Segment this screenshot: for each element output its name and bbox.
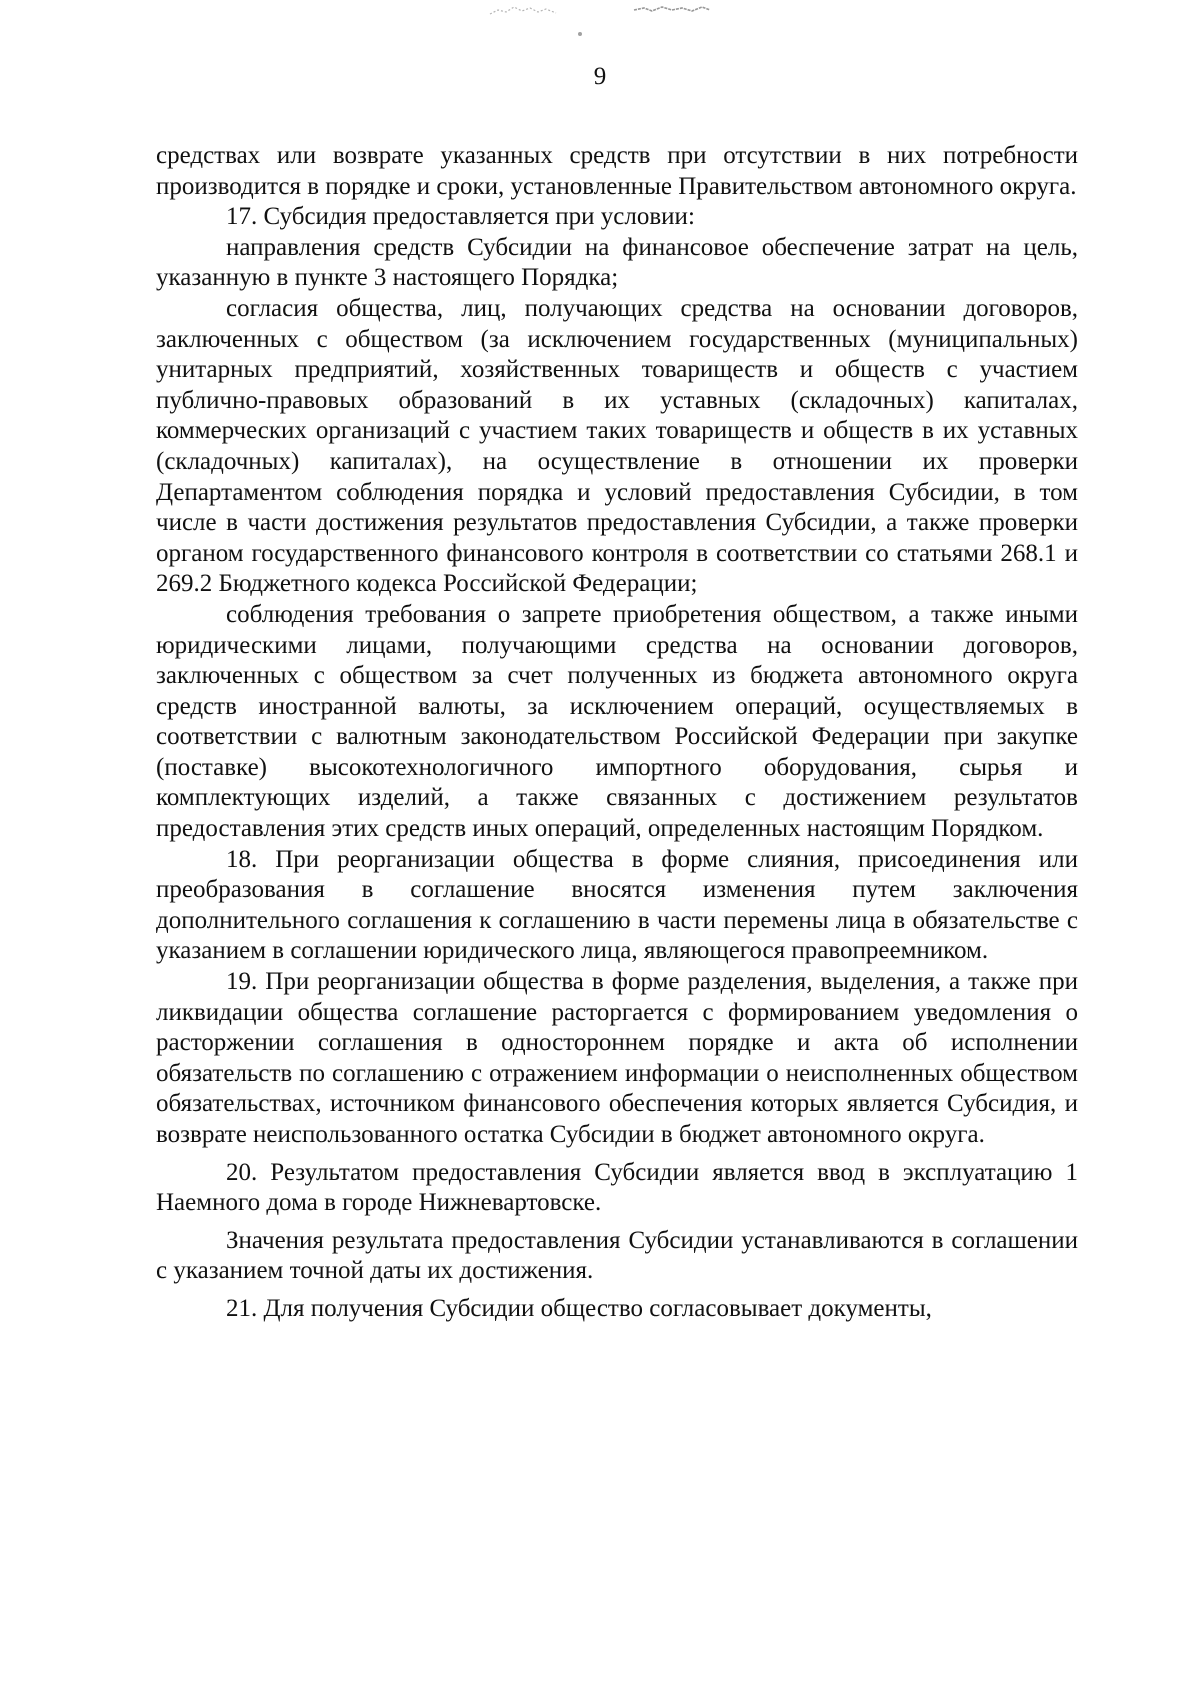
paragraph: 20. Результатом предоставления Субсидии является ввод в эксплуатацию 1 Наемного дома в городе Нижневартовске. xyxy=(156,1158,1078,1217)
page-number: 9 xyxy=(593,63,607,90)
paragraph: 18. При реорганизации общества в форме слияния, присоединения или преобразования в соглашение вносятся изменения путем заключения дополнительного соглашения к соглашению в части перемены лица в обязательстве с указанием в соглашении юридического лица, являющегося правопреемником. xyxy=(156,845,1078,965)
scan-artifact-mark xyxy=(632,4,712,16)
paragraph: 17. Субсидия предоставляется при условии: xyxy=(226,203,695,231)
paragraph: 21. Для получения Субсидии общество согласовывает документы, xyxy=(226,1294,932,1322)
paragraph: соблюдения требования о запрете приобретения обществом, а также иными юридическими лицами, получающими средства на основании договоров, заключенных с обществом за счет полученных из бюджета автономного округа средств иностранной валюты, за исключением операций, осуществляемых в соответствии с валютным законодательством Российской Федерации при закупке (поставке) высокотехнологичного импортного оборудования, сырья и комплектующих изделий, а также связанных с достижением результатов предоставления этих средств иных операций, определенных настоящим Порядком. xyxy=(156,600,1078,843)
scan-artifact-mark xyxy=(488,4,558,16)
scan-artifact-dot xyxy=(576,30,584,38)
paragraph: средствах или возврате указанных средств при отсутствии в них потребности производится в порядке и сроки, установленные Правительством автономного округа. xyxy=(156,142,1078,200)
paragraph: 19. При реорганизации общества в форме разделения, выделения, а также при ликвидации общества соглашение расторгается с формированием уведомления о расторжении соглашения в одностороннем порядке и акта об исполнении обязательств по соглашению с отражением информации о неисполненных обществом обязательствах, источником финансового обеспечения которых является Субсидия, и возврате неиспользованного остатка Субсидии в бюджет автономного округа. xyxy=(156,968,1078,1148)
paragraph: Значения результата предоставления Субсидии устанавливаются в соглашении с указанием точной даты их достижения. xyxy=(156,1226,1078,1285)
paragraph: направления средств Субсидии на финансовое обеспечение затрат на цель, указанную в пункте 3 настоящего Порядка; xyxy=(156,233,1078,292)
paragraph: согласия общества, лиц, получающих средства на основании договоров, заключенных с обществом (за исключением государственных (муниципальных) унитарных предприятий, хозяйственных товариществ и обществ с участием публично-правовых образований в их уставных (складочных) капиталах, коммерческих организаций с участием таких товариществ и обществ в их уставных (складочных) капиталах), на осуществление в отношении их проверки Департаментом соблюдения порядка и условий предоставления Субсидии, в том числе в части достижения результатов предоставления Субсидии, а также проверки органом государственного финансового контроля в соответствии со статьями 268.1 и 269.2 Бюджетного кодекса Российской Федерации; xyxy=(156,294,1078,598)
document-body xyxy=(156,141,1078,1325)
